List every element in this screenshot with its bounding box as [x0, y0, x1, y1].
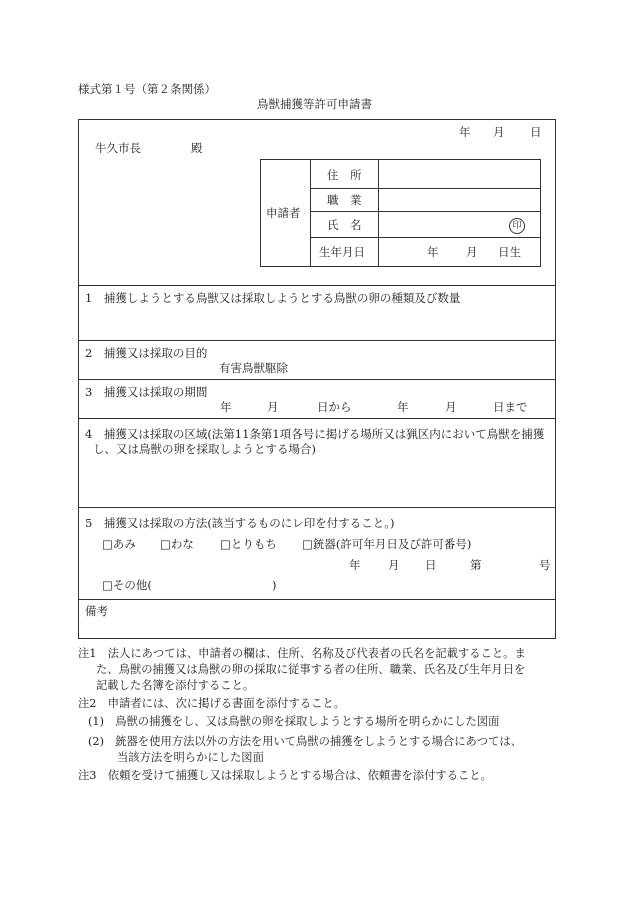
note1-line3: 記載した名簿を添付すること。	[96, 679, 255, 692]
birthdate-label: 生年月日	[319, 245, 365, 259]
gun-permit-number-prefix: 第	[470, 558, 482, 572]
period-end-day: 日まで	[493, 400, 528, 414]
note1-line1: 注1 法人にあつては、申請者の欄は、住所、名称及び代表者の氏名を記載すること。ま	[78, 647, 526, 660]
addressee-suffix: 殿	[191, 141, 203, 155]
birth-year: 年	[427, 245, 439, 259]
method-other-checkbox[interactable]: □その他(	[102, 578, 152, 592]
note2-line1: 注2 申請者には、次に掲げる書面を添付すること。	[78, 697, 346, 710]
note3: 注3 依頼を受けて捕獲し又は採取しようとする場合は、依頼書を添付すること。	[78, 769, 492, 782]
remarks-label: 備考	[85, 604, 108, 618]
addressee: 牛久市長	[95, 141, 141, 155]
note1-line2: た、鳥獣の捕獲又は鳥獣の卵の採取に従事する者の住所、職業、氏名及び生年月日を	[96, 663, 526, 676]
birth-day: 日生	[498, 245, 521, 259]
method-birdlime-checkbox[interactable]: □とりもち	[220, 537, 277, 551]
applicant-table	[260, 159, 541, 267]
date-day: 日	[530, 125, 542, 139]
area-label-line2: し、又は鳥獣の卵を採取しようとする場合)	[93, 442, 316, 456]
period-end-month: 月	[445, 400, 457, 414]
note2-item2-line1: (2) 銃器を使用方法以外の方法を用いて鳥獣の捕獲をしようとする場合にあつては、	[88, 735, 522, 748]
period-label: 3 捕獲又は採取の期間	[85, 385, 208, 399]
seal-mark: 印	[509, 218, 525, 234]
period-end-year: 年	[397, 400, 409, 414]
period-start-day: 日から	[317, 400, 352, 414]
section-purpose	[79, 340, 555, 379]
note2-item2-line2: 当該方法を明らかにした図面	[117, 751, 264, 764]
birth-month: 月	[466, 245, 478, 259]
form-title: 鳥獣捕獲等許可申請書	[257, 97, 372, 111]
method-trap-checkbox[interactable]: □わな	[160, 537, 194, 551]
period-start-year: 年	[220, 400, 232, 414]
address-label: 住 所	[327, 168, 362, 182]
method-label: 5 捕獲又は採取の方法(該当するものにレ印を付すること。)	[85, 516, 395, 530]
purpose-label: 2 捕獲又は採取の目的	[85, 346, 208, 360]
form-number: 様式第１号（第２条関係）	[78, 82, 216, 96]
purpose-value: 有害鳥獣駆除	[219, 361, 288, 375]
application-form	[78, 119, 556, 639]
note2-item1: (1) 鳥獣の捕獲をし、又は鳥獣の卵を採取しようとする場所を明らかにした図面	[88, 715, 500, 728]
date-month: 月	[493, 125, 505, 139]
gun-permit-year: 年	[349, 558, 361, 572]
period-start-month: 月	[267, 400, 279, 414]
name-label: 氏 名	[327, 218, 362, 232]
date-year: 年	[459, 125, 471, 139]
area-label-line1: 4 捕獲又は採取の区域(法第11条第1項各号に掲げる場所又は猟区内において鳥獣を捕獲	[85, 427, 545, 441]
method-net-checkbox[interactable]: □あみ	[102, 537, 136, 551]
gun-permit-month: 月	[388, 558, 400, 572]
method-other-close: )	[272, 578, 277, 592]
gun-permit-day: 日	[425, 558, 437, 572]
applicant-label: 申請者	[266, 206, 301, 220]
species-label: 1 捕獲しようとする鳥獣又は採取しようとする鳥獣の卵の種類及び数量	[85, 291, 461, 305]
section-period	[79, 379, 555, 418]
gun-permit-number-suffix: 号	[539, 558, 551, 572]
section-area	[79, 418, 555, 507]
section-method	[79, 507, 555, 599]
occupation-label: 職 業	[327, 193, 362, 207]
method-gun-checkbox[interactable]: □銃器(許可年月日及び許可番号)	[302, 537, 472, 551]
section-remarks	[79, 599, 555, 640]
section-species	[79, 285, 555, 340]
